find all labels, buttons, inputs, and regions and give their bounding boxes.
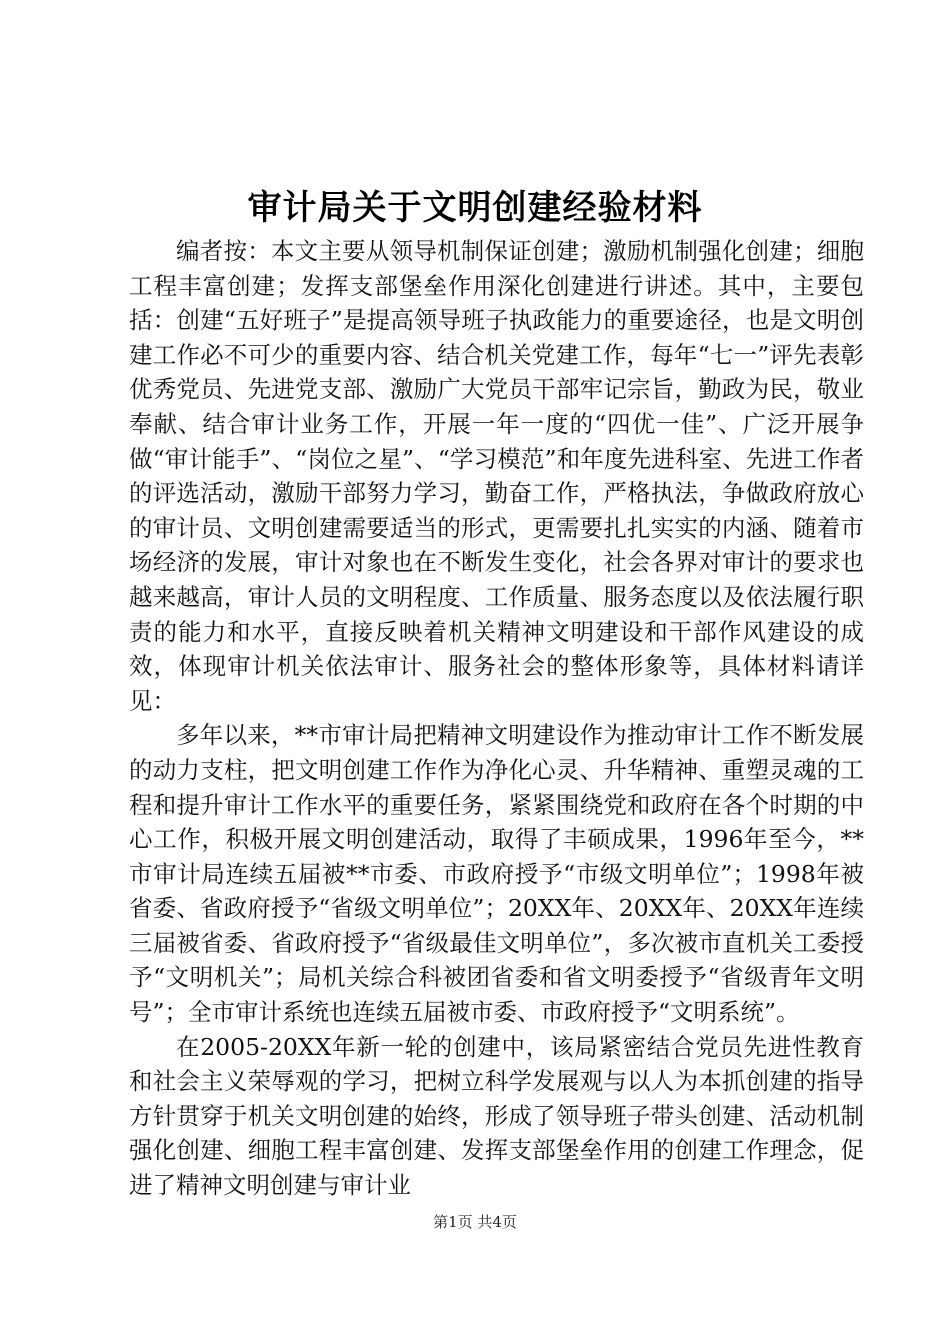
document-body (129, 234, 864, 1203)
page-footer: 第1页 共4页 (433, 1213, 517, 1231)
document-title: 审计局关于文明创建经验材料 (247, 188, 703, 228)
paragraph-new-round: 在2005-20XX年新一轮的创建中，该局紧密结合党员先进性教育和社会主义荣辱观的学习，把树立科学发展观与以人为本抓创建的指导方针贯穿于机关文明创建的始终，形成了领导班子带头创建、活动机制强化创建、细胞工程丰富创建、发挥支部堡垒作用的创建工作理念，促进了精神文明创建与审计业 (129, 1032, 864, 1200)
paragraph-editor-note: 编者按：本文主要从领导机制保证创建；激励机制强化创建；细胞工程丰富创建；发挥支部堡垒作用深化创建进行讲述。其中，主要包括：创建“五好班子”是提高领导班子执政能力的重要途径，也是文明创建工作必不可少的重要内容、结合机关党建工作，每年“七一”评先表彰优秀党员、先进党支部、激励广大党员干部牢记宗旨，勤政为民，敬业奉献、结合审计业务工作，开展一年一度的“四优一佳”、广泛开展争做“审计能手”、“岗位之星”、“学习模范”和年度先进科室、先进工作者的评选活动，激励干部努力学习，勤奋工作，严格执法，争做政府放心的审计员、文明创建需要适当的形式，更需要扎扎实实的内涵、随着市场经济的发展，审计对象也在不断发生变化，社会各界对审计的要求也越来越高，审计人员的文明程度、工作质量、服务态度以及依法履行职责的能力和水平，直接反映着机关精神文明建设和干部作风建设的成效，体现审计机关依法审计、服务社会的整体形象等，具体材料请详见： (129, 237, 864, 715)
paragraph-achievements: 多年以来，**市审计局把精神文明建设作为推动审计工作不断发展的动力支柱，把文明创建工作作为净化心灵、升华精神、重塑灵魂的工程和提升审计工作水平的重要任务，紧紧围绕党和政府在各个时期的中心工作，积极开展文明创建活动，取得了丰硕成果，1996年至今，**市审计局连续五届被**市委、市政府授予“市级文明单位”；1998年被省委、省政府授予“省级文明单位”；20XX年、20XX年、20XX年连续三届被省委、省政府授予“省级最佳文明单位”，多次被市直机关工委授予“文明机关”；局机关综合科被团省委和省文明委授予“省级青年文明号”；全市审计系统也连续五届被市委、市政府授予“文明系统”。 (129, 721, 864, 1027)
